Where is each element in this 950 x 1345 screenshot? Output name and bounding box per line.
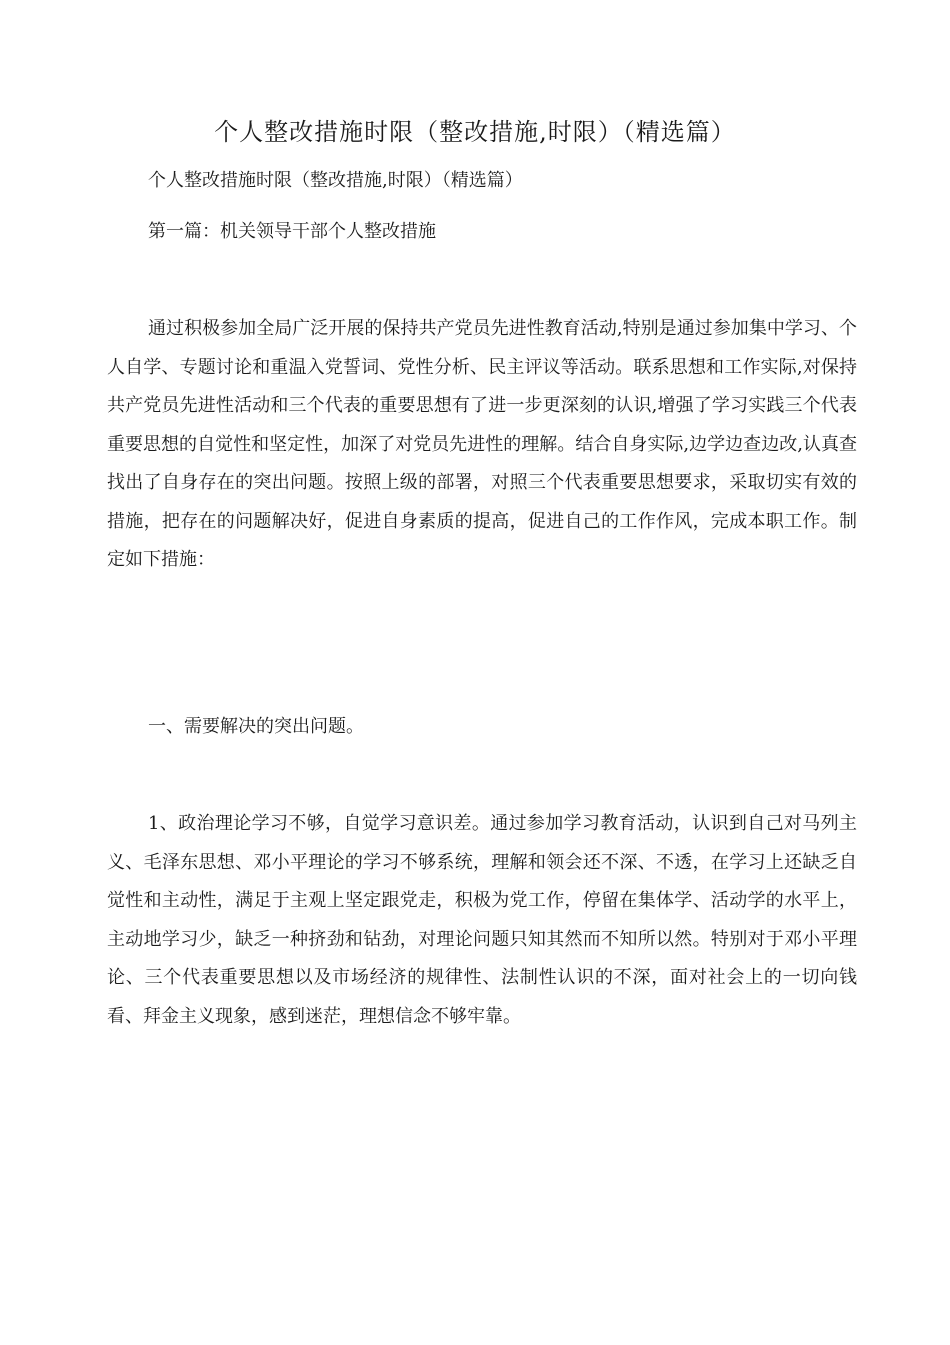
section-heading: 一、需要解决的突出问题。 [148, 716, 364, 737]
intro-paragraph: 通过积极参加全局广泛开展的保持共产党员先进性教育活动,特别是通过参加集中学习、个人自学、专题讨论和重温入党誓词、党性分析、民主评议等活动。联系思想和工作实际,对保持共产党员先进性活动和三个代表的重要思想有了进一步更深刻的认识,增强了学习实践三个代表重要思想的自觉性和坚定性，加深了对党员先进性的理解。结合自身实际,边学边查边改,认真查找出了自身存在的突出问题。按照上级的部署，对照三个代表重要思想要求，采取切实有效的措施，把存在的问题解决好，促进自身素质的提高，促进自己的工作作风，完成本职工作。制定如下措施： [107, 318, 857, 570]
document-subtitle: 个人整改措施时限（整改措施,时限）（精选篇） [148, 170, 523, 191]
chapter-heading: 第一篇：机关领导干部个人整改措施 [148, 221, 436, 242]
document-title: 个人整改措施时限（整改措施,时限）（精选篇） [214, 118, 736, 146]
item-1-paragraph: 1、政治理论学习不够，自觉学习意识差。通过参加学习教育活动，认识到自己对马列主义、毛泽东思想、邓小平理论的学习不够系统，理解和领会还不深、不透，在学习上还缺乏自觉性和主动性，满足于主观上坚定跟党走，积极为党工作，停留在集体学、活动学的水平上，主动地学习少，缺乏一种挤劲和钻劲，对理论问题只知其然而不知所以然。特别对于邓小平理论、三个代表重要思想以及市场经济的规律性、法制性认识的不深，面对社会上的一切向钱看、拜金主义现象，感到迷茫，理想信念不够牢靠。 [107, 813, 857, 1027]
